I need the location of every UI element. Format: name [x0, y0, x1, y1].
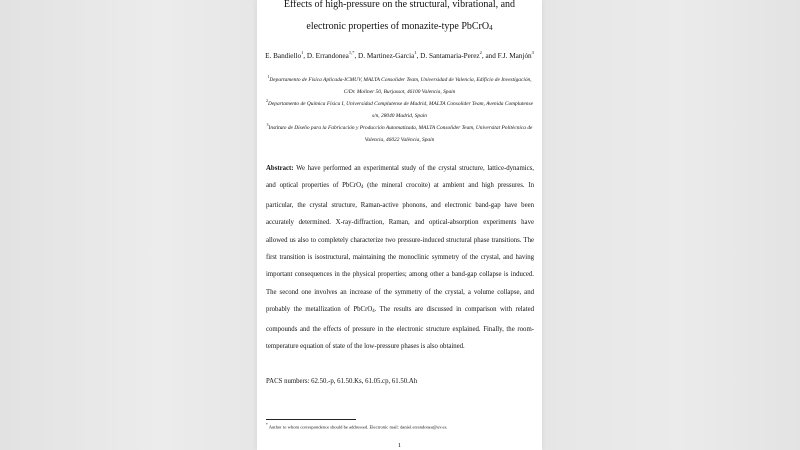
affiliation-3: $^3$Instituto de Diseño para la Fabricación y Producción Automatizada, MALTA Consolider Team, Universitat Politècnica de Valencia, 46022 València, Spain [266, 122, 533, 144]
author-list [257, 46, 542, 63]
author: E. Bandiello$^1$, [265, 50, 307, 60]
author: D. Martinez-Garcia$^1$, [358, 50, 421, 60]
paper-title-line-2 [257, 16, 542, 39]
footnote-divider [266, 419, 356, 420]
title-text: electronic properties of monazite-type PbCrO [306, 21, 490, 32]
author: D. Santamaria-Perez$^2$, and [420, 50, 498, 60]
author: D. Errandonea$^{1,*}$, [306, 50, 359, 60]
paper-page [257, 0, 542, 450]
abstract-label: Abstract: [266, 165, 294, 172]
affiliation-1: $^1$Departamento de Física Aplicada-ICMUV, MALTA Consolider Team, Universidad de Valencia, Edificio de Investigación, C/Dr. Moliner 50, Burjassot, 46100 Valencia, Spain [267, 74, 532, 96]
title-subscript: 4 [489, 24, 493, 32]
author: F.J. Manjón$^3$ [497, 50, 534, 60]
footnote: * Author to whom correspondence should be addressed. Electronic mail: daniel.errandonea@uv.es. [266, 423, 448, 430]
abstract: Abstract: We have performed an experimental study of the crystal structure, lattice-dynamics, and optical properties of PbCrO$_4$ (the mineral crocoite) at ambient and high pressures. In particular, the crystal structure, Raman-active phonons, and electronic band-gap have been accurately determined. X-ray-diffraction, Raman, and optical-absorption experiments have allowed us also to completely characterize two pressure-induced structural phase transitions. The first transition is isostructural, maintaining the monoclinic symmetry of the crystal, and having important consequences in the physical properties; among other a band-gap collapse is induced. The second one involves an increase of the symmetry of the crystal, a volume collapse, and probably the metallization of PbCrO$_4$. The results are discussed in comparison with related compounds and the effects of pressure in the electronic structure explained. Finally, the room-temperature equation of state of the low-pressure phases is also obtained. [266, 165, 534, 351]
pacs-numbers: PACS numbers: 62.50.-p, 61.50.Ks, 61.05.cp, 61.50.Ah [266, 378, 418, 385]
paper-title-line-1: Effects of high-pressure on the structural, vibrational, and [283, 0, 516, 10]
affiliation-2: $^2$Departamento de Química Física I, Universidad Complutense de Madrid, MALTA Consolider Team, Avenida Complutense s/n, 28040 Madrid, Spain [265, 98, 533, 120]
page-number: 1 [397, 442, 402, 449]
